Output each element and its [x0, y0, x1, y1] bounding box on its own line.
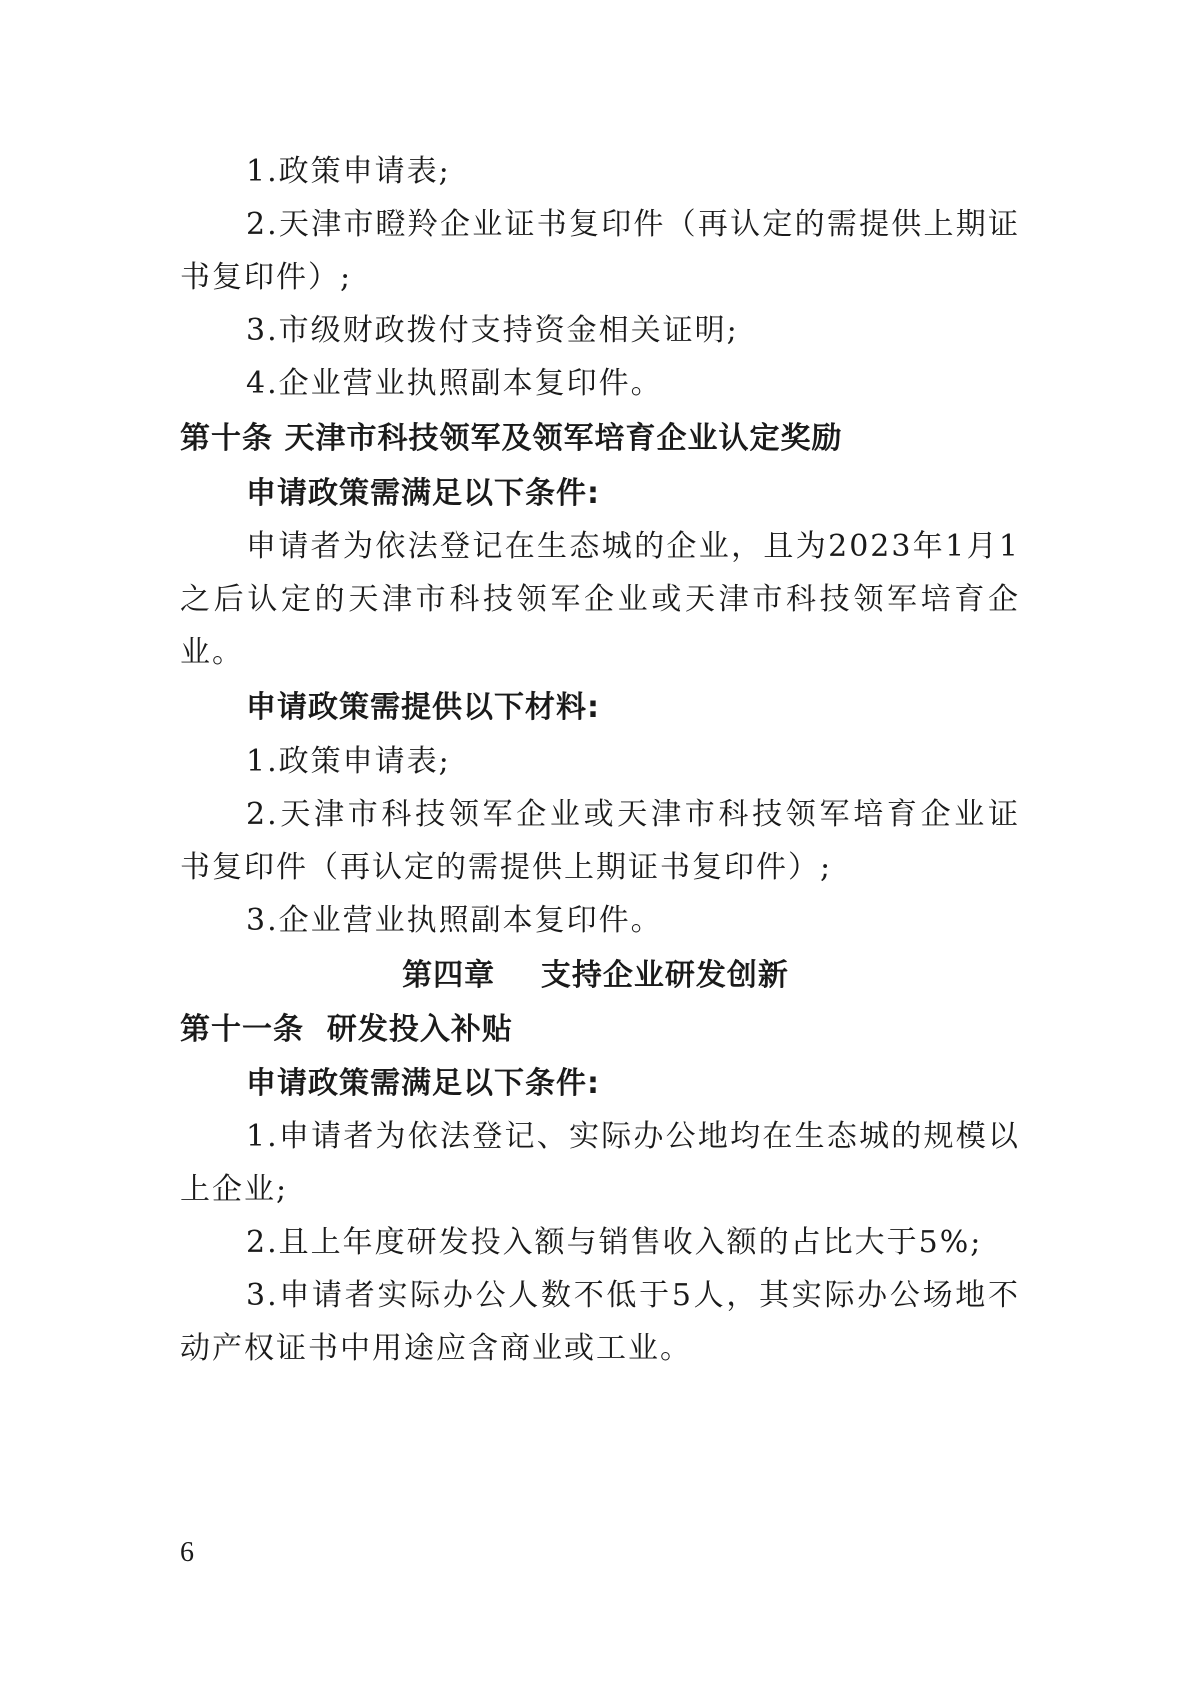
- material-1-policy-form: 1.政策申请表;: [246, 744, 451, 779]
- page-number: 6: [180, 1537, 194, 1568]
- article-11-condition-1-cont: 上企业;: [180, 1172, 289, 1207]
- item-2-gazelle-certificate: 2.天津市瞪羚企业证书复印件（再认定的需提供上期证: [246, 207, 1020, 242]
- article-10-condition-text: 申请者为依法登记在生态城的企业，且为2023年1月1: [246, 529, 1020, 564]
- article-11-condition-3: 3.申请者实际办公人数不低于5人，其实际办公场地不: [246, 1278, 1020, 1313]
- article-11-heading: 第十一条 研发投入补贴: [180, 1012, 513, 1047]
- item-1-policy-form: 1.政策申请表;: [246, 154, 451, 189]
- item-3-funding-proof: 3.市级财政拨付支持资金相关证明;: [246, 313, 739, 348]
- article-10-condition-text-end: 业。: [180, 635, 244, 670]
- chapter-4-heading: 第四章 支持企业研发创新: [402, 958, 789, 993]
- article-10-heading: 第十条 天津市科技领军及领军培育企业认定奖励: [180, 421, 843, 456]
- material-2-leader-certificate: 2.天津市科技领军企业或天津市科技领军培育企业证: [246, 797, 1020, 832]
- article-11-conditions-heading: 申请政策需满足以下条件:: [246, 1066, 600, 1101]
- material-2-leader-certificate-cont: 书复印件（再认定的需提供上期证书复印件）;: [180, 850, 833, 885]
- item-2-gazelle-certificate-cont: 书复印件）;: [180, 260, 353, 295]
- material-3-business-license: 3.企业营业执照副本复印件。: [246, 903, 663, 938]
- conditions-heading: 申请政策需满足以下条件:: [246, 476, 600, 511]
- materials-heading: 申请政策需提供以下材料:: [246, 690, 600, 725]
- item-4-business-license: 4.企业营业执照副本复印件。: [246, 366, 663, 401]
- article-11-condition-2: 2.且上年度研发投入额与销售收入额的占比大于5%;: [246, 1225, 983, 1260]
- article-11-condition-3-cont: 动产权证书中用途应含商业或工业。: [180, 1331, 692, 1366]
- article-10-condition-text-cont: 之后认定的天津市科技领军企业或天津市科技领军培育企: [180, 582, 1020, 617]
- article-11-condition-1: 1.申请者为依法登记、实际办公地均在生态城的规模以: [246, 1119, 1020, 1154]
